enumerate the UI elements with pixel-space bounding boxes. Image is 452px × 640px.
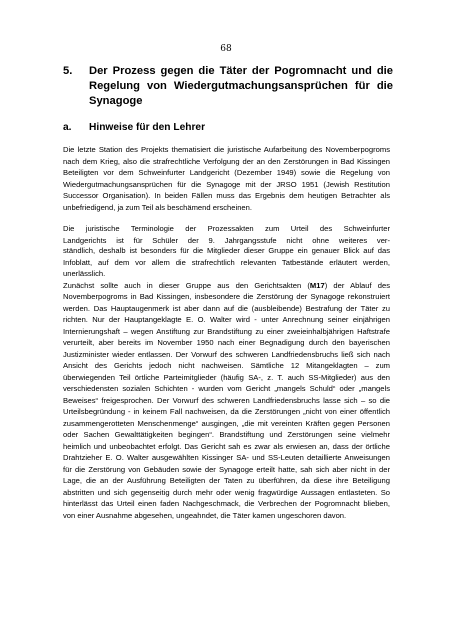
page-number: 68 [220, 44, 232, 54]
paragraph-terminology [63, 223, 390, 246]
paragraph-text: Zunächst sollte auch in dieser Gruppe aus den Gerichtsakten ( [63, 280, 310, 290]
subsection-title: Hinweise für den Lehrer [89, 122, 206, 133]
paragraph-trial [63, 245, 390, 521]
paragraph-text: ständlich, deshalb ist besonders für die Mitglieder dieser Gruppe ein genauer Blick auf das Infoblatt, auf dem vor allem die strafrechtlich relevanten Tatbestände erläutert werden, unerlässlich. [63, 246, 390, 278]
subsection-number: a. [63, 122, 72, 133]
section-number: 5. [63, 65, 73, 77]
paragraph-line: Die juristische Terminologie der Prozessakten zum Urteil des Schweinfurter [63, 224, 390, 233]
material-reference: M17 [309, 280, 325, 290]
section-title: Der Prozess gegen die Täter der Pogromnacht und die Regelung von Wiedergutmachungsansprüchen für die Synagoge [89, 65, 393, 107]
paragraph-text: ) der Ablauf des Novemberpogroms in Bad Kissingen, insbesondere die Zerstörung der Synagoge rekonstruiert werden. Das Hauptaugenmerk ist aber dann auf die (ausbleibende) Bestrafung der Täter zu richten. Nur der Hauptangeklagte E. O. Walter wird - unter Anrechnung seiner einjährigen Internierungshaft – wegen Anstiftung zur Brandstiftung zu einer zweieinhalbjährigen Haftstrafe verurteilt, aber bereits im November 1950 nach einer Begnadigung durch den bayerischen Justizminister wieder entlassen. Der Vorwurf des schweren Landfriedensbruchs ließ sich nach Ansicht des Gerichts jedoch nicht nachweisen. Sämtliche 12 Mitangeklagten – zum überwiegenden Teil örtliche Parteimitglieder (häufig SA-, z. T. auch SS-Mitglieder) aus den verschiedensten sozialen Schichten - wurden vom Gericht „mangels Schuld“ oder „mangels Beweises“ freigesprochen. Der Vorwurf des schweren Landfriedensbruchs lasse sich – so die Urteilsbegründung - in keinem Fall nachweisen, da die Zerstörungen „nicht von einer öffentlich zusammengerotteten Menschenmenge“ ausgingen, „die mit vereinten Kräften gegen Personen oder Sachen Gewalttätigkeiten begingen“. Brandstiftung und Zerstörungen seine vielmehr heimlich und unbeobachtet erfolgt. Das Gericht sah es zwar als erwiesen an, dass der örtliche Drahtzieher E. O. Walter ausgewählten Kissinger SA- und SS-Leuten detaillierte Anweisungen für die Zerstörung von Gebäuden sowie der Synagoge erteilt hatte, sah sich aber nicht in der Lage, die an der Ausführung Beteiligten der Taten zu überführen, da diese ihre Beteiligung abstritten und sich gegenseitig durch mehr oder wenig fragwürdige Aussagen entlasteten. So hinterlässt das Urteil einen faden Nachgeschmack, die Verbrechen der Pogromnacht blieben, von einer Ausnahme abgesehen, ungeahndet, die Täter kamen ungeschoren davon. [63, 280, 390, 520]
paragraph-line: Landgerichts ist für Schüler der 9. Jahrgangsstufe nicht ohne weiteres ver- [63, 235, 390, 245]
paragraph-intro: Die letzte Station des Projekts thematisiert die juristische Aufarbeitung des Novemberpogroms nach dem Krieg, also die strafrechtliche Verfolgung der an den Zerstörungen in Bad Kissingen Beteiligten vor dem Schweinfurter Landgericht (Dezember 1949) sowie die Regelung von Wiedergutmachungsansprüchen für die Synagoge mit der JRSO 1951 (Jewish Restitution Successor Organisation). In beiden Fällen muss das Ergebnis dem heutigen Betrachter als unbefriedigend, ja zum Teil als beschämend erscheinen. [63, 145, 390, 212]
